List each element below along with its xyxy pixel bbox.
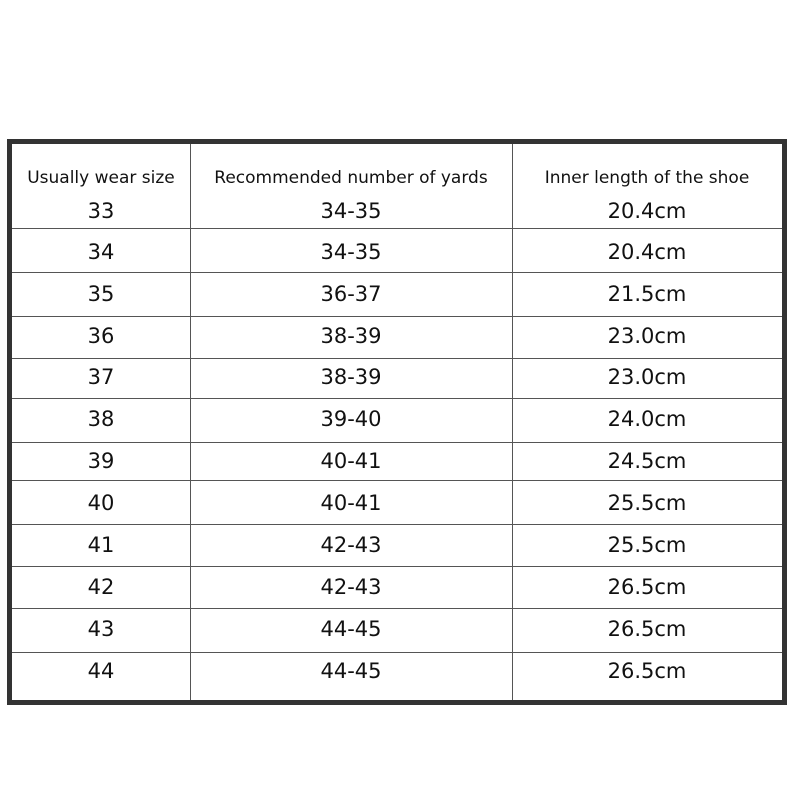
cell-inner-length: 23.0cm: [607, 324, 687, 348]
cell-inner-length: 26.5cm: [607, 617, 687, 641]
cell-yards: 38-39: [320, 324, 382, 348]
row-divider: [12, 228, 782, 229]
cell-yards: 42-43: [320, 575, 382, 599]
cell-size: 36: [87, 324, 115, 348]
cell-yards: 39-40: [320, 407, 382, 431]
cell-size: 44: [87, 659, 115, 683]
cell-inner-length: 20.4cm: [607, 240, 687, 264]
row-divider: [12, 524, 782, 525]
cell-yards: 42-43: [320, 533, 382, 557]
header-inner-length: Inner length of the shoe: [544, 168, 750, 188]
cell-inner-length: 25.5cm: [607, 533, 687, 557]
cell-inner-length: 24.0cm: [607, 407, 687, 431]
cell-yards: 34-35: [320, 199, 382, 223]
cell-inner-length: 21.5cm: [607, 282, 687, 306]
size-chart-table: [7, 139, 787, 705]
cell-size: 38: [87, 407, 115, 431]
header-yards: Recommended number of yards: [214, 168, 488, 188]
row-divider: [12, 652, 782, 653]
cell-size: 39: [87, 449, 115, 473]
row-divider: [12, 480, 782, 481]
row-divider: [12, 442, 782, 443]
row-divider: [12, 398, 782, 399]
cell-yards: 40-41: [320, 491, 382, 515]
row-divider: [12, 358, 782, 359]
row-divider: [12, 272, 782, 273]
cell-size: 37: [87, 365, 115, 389]
cell-yards: 40-41: [320, 449, 382, 473]
cell-yards: 38-39: [320, 365, 382, 389]
cell-size: 41: [87, 533, 115, 557]
row-divider: [12, 566, 782, 567]
cell-size: 42: [87, 575, 115, 599]
cell-inner-length: 20.4cm: [607, 199, 687, 223]
cell-size: 43: [87, 617, 115, 641]
cell-yards: 36-37: [320, 282, 382, 306]
cell-inner-length: 26.5cm: [607, 659, 687, 683]
cell-size: 33: [87, 199, 115, 223]
header-size: Usually wear size: [27, 168, 175, 188]
row-divider: [12, 608, 782, 609]
cell-inner-length: 24.5cm: [607, 449, 687, 473]
cell-inner-length: 26.5cm: [607, 575, 687, 599]
cell-yards: 44-45: [320, 659, 382, 683]
cell-yards: 44-45: [320, 617, 382, 641]
cell-size: 34: [87, 240, 115, 264]
cell-inner-length: 25.5cm: [607, 491, 687, 515]
cell-yards: 34-35: [320, 240, 382, 264]
cell-inner-length: 23.0cm: [607, 365, 687, 389]
cell-size: 35: [87, 282, 115, 306]
cell-size: 40: [87, 491, 115, 515]
row-divider: [12, 316, 782, 317]
